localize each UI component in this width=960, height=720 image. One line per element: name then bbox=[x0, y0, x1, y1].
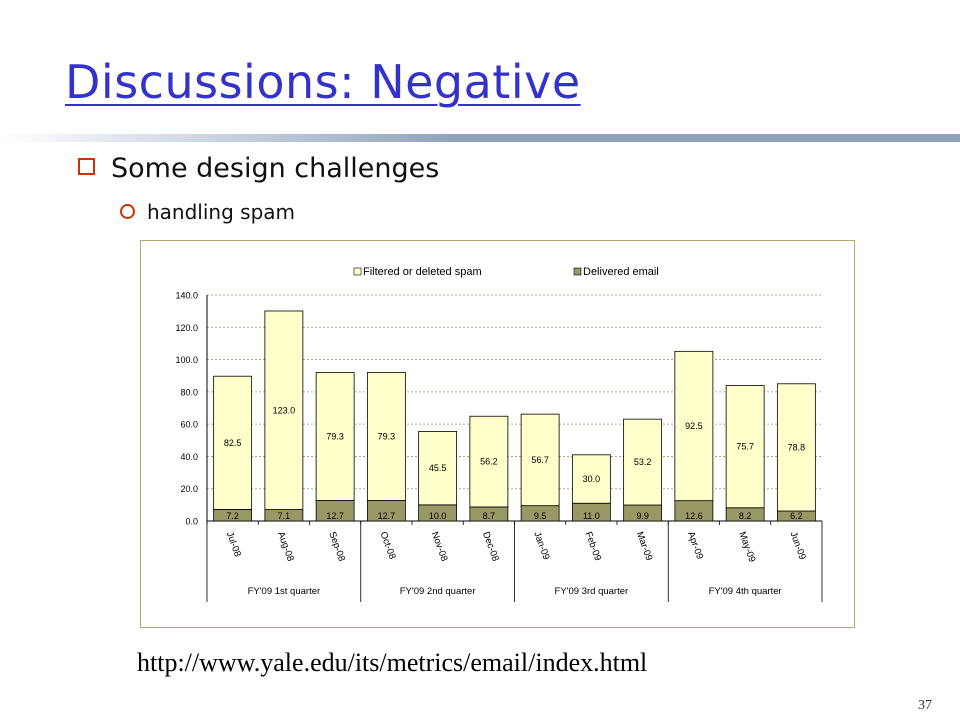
data-label-delivered: 8.2 bbox=[738, 511, 752, 521]
x-tick-label: Aug-08 bbox=[275, 530, 296, 563]
legend-label: Delivered email bbox=[583, 266, 659, 278]
legend-label: Filtered or deleted spam bbox=[363, 266, 482, 278]
x-tick-label: Jun-09 bbox=[787, 530, 808, 562]
y-tick-label: 0.0 bbox=[185, 516, 198, 527]
data-label-spam: 123.0 bbox=[272, 405, 296, 416]
data-label-spam: 56.7 bbox=[531, 454, 549, 465]
spam-chart bbox=[140, 240, 855, 628]
y-tick-label: 20.0 bbox=[180, 484, 198, 495]
data-label-spam: 79.3 bbox=[326, 431, 344, 442]
data-label-delivered: 11.0 bbox=[582, 511, 600, 521]
quarter-label: FY'09 4th quarter bbox=[708, 586, 782, 597]
bullet-text: handling spam bbox=[147, 200, 295, 224]
slide-title: Discussions: Negative bbox=[65, 55, 581, 109]
y-tick-label: 140.0 bbox=[175, 290, 198, 301]
y-tick-label: 40.0 bbox=[180, 451, 198, 462]
data-label-spam: 53.2 bbox=[633, 457, 652, 468]
data-label-spam: 82.5 bbox=[223, 437, 242, 448]
data-label-delivered: 12.7 bbox=[377, 511, 396, 521]
data-label-delivered: 7.1 bbox=[277, 511, 291, 521]
title-divider bbox=[0, 134, 960, 144]
x-tick-label: Jul-08 bbox=[223, 530, 243, 559]
x-tick-label: Dec-08 bbox=[480, 530, 501, 563]
quarter-label: FY'09 1st quarter bbox=[247, 586, 321, 597]
bullet-level-2 bbox=[120, 200, 295, 224]
circle-bullet-icon bbox=[120, 204, 135, 219]
x-tick-label: Jan-09 bbox=[531, 530, 552, 562]
data-label-delivered: 12.6 bbox=[685, 511, 703, 521]
y-tick-label: 100.0 bbox=[175, 355, 198, 366]
data-label-spam: 45.5 bbox=[428, 463, 447, 474]
data-label-spam: 30.0 bbox=[582, 474, 601, 485]
quarter-label: FY'09 3rd quarter bbox=[554, 586, 629, 597]
data-label-delivered: 9.9 bbox=[636, 511, 649, 521]
data-label-spam: 56.2 bbox=[480, 456, 498, 467]
x-tick-label: Nov-08 bbox=[428, 530, 450, 563]
data-label-spam: 79.3 bbox=[377, 431, 396, 442]
data-label-delivered: 7.2 bbox=[226, 511, 239, 521]
data-label-delivered: 10.0 bbox=[428, 511, 447, 521]
y-tick-label: 60.0 bbox=[180, 419, 198, 430]
bullet-text: Some design challenges bbox=[111, 153, 440, 184]
data-label-delivered: 8.7 bbox=[482, 511, 496, 521]
x-tick-label: Oct-08 bbox=[377, 530, 398, 561]
y-tick-label: 80.0 bbox=[180, 387, 198, 398]
legend-swatch bbox=[354, 268, 361, 275]
x-tick-label: Sep-08 bbox=[326, 530, 348, 563]
data-label-delivered: 12.7 bbox=[326, 511, 344, 521]
square-bullet-icon bbox=[78, 158, 95, 175]
legend-swatch bbox=[574, 268, 581, 275]
y-tick-label: 120.0 bbox=[175, 322, 198, 333]
bullet-level-1 bbox=[78, 153, 439, 184]
data-label-spam: 75.7 bbox=[736, 441, 754, 452]
x-tick-label: Feb-09 bbox=[582, 530, 604, 563]
data-label-spam: 78.8 bbox=[787, 442, 806, 453]
data-label-delivered: 6.2 bbox=[790, 511, 803, 521]
page-number: 37 bbox=[918, 698, 932, 713]
data-label-spam: 92.5 bbox=[685, 420, 703, 431]
x-tick-label: May-09 bbox=[736, 530, 758, 564]
quarter-label: FY'09 2nd quarter bbox=[399, 586, 476, 597]
x-tick-label: Mar-09 bbox=[633, 530, 655, 563]
source-url[interactable]: http://www.yale.edu/its/metrics/email/index.html bbox=[137, 648, 648, 677]
data-label-delivered: 9.5 bbox=[533, 511, 547, 521]
chart-svg bbox=[140, 240, 855, 628]
x-tick-label: Apr-09 bbox=[685, 530, 706, 561]
